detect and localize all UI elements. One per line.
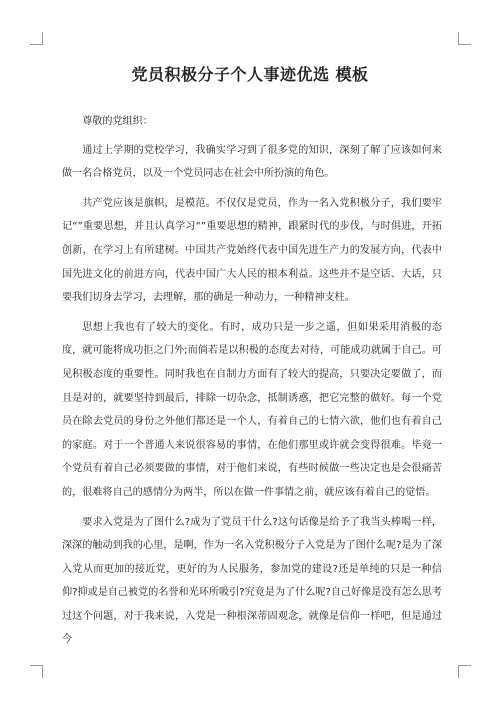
paragraph-2: 共产党应该是旗帜，是模范。不仅仅是党员，作为一名入党积极分子，我们要牢记“”重要思想，并且认真学习“”重要思想的精神，跟紧时代的步伐，与时俱进，开拓创新，在学习上有所建树。中国共产党始终代表中国先进生产力的发展方向，代表中国先进文化的前进方向，代表中国广大人民的根本利益。这些并不是空话、大话，只要我们切身去学习，去理解，那的确是一种动力，一种精神支柱。 [62, 197, 442, 304]
page-title: 党员积极分子个人事迹优选 模板 [131, 65, 369, 84]
document-body [62, 110, 442, 658]
salutation: 尊敬的党组织： [82, 116, 153, 127]
paragraph-4: 要求入党是为了图什么?成为了党员干什么?这句话像是给予了我当头棒喝一样，深深的触动到我的心里，是啊，作为一名入党积极分子入党是为了图什么呢?是为了深入党从而更加的接近党，更好的为人民服务，参加党的建设?还是单纯的只是一种信仰?抑或是自己被党的名誉和光环所吸引?究竟是为了什么呢?自己好像是没有怎么思考过这个问题，对于我来说，入党是一种根深蒂固观念，就像是信仰一样吧，但是通过今 [62, 516, 442, 646]
crop-mark-top-right [458, 32, 471, 45]
paragraph-1: 通过上学期的党校学习，我确实学习到了很多党的知识，深刻了解了应该如何来做一名合格党员，以及一个党员同志在社会中所扮演的角色。 [62, 144, 442, 180]
crop-mark-bottom-left [30, 665, 43, 678]
crop-mark-bottom-right [458, 665, 471, 678]
crop-mark-top-left [30, 32, 43, 45]
paragraph-3: 思想上我也有了较大的变化。有时，成功只是一步之遥，但如果采用消极的态度，就可能将成功拒之门外;而倘若是以积极的态度去对待，可能成功就属于自己。可见积极态度的重要性。同时我也在自制力方面有了较大的提高，只要决定要做了，而且是对的，就要坚持到最后，排除一切杂念，抵制诱惑，把它完整的做好。每一个党员在除去党员的身份之外他们都还是一个人，有着自己的七情六欲，他们也有着自己的家庭。对于一个普通人来说很容易的事情，在他们那里或许就会变得很难。毕竟一个党员有着自己必须要做的事情，对于他们来说，有些时候做一些决定也是会很痛苦的，很难将自己的感情分为两半，所以在做一件事情之前，就应该有着自己的觉悟。 [62, 321, 442, 498]
